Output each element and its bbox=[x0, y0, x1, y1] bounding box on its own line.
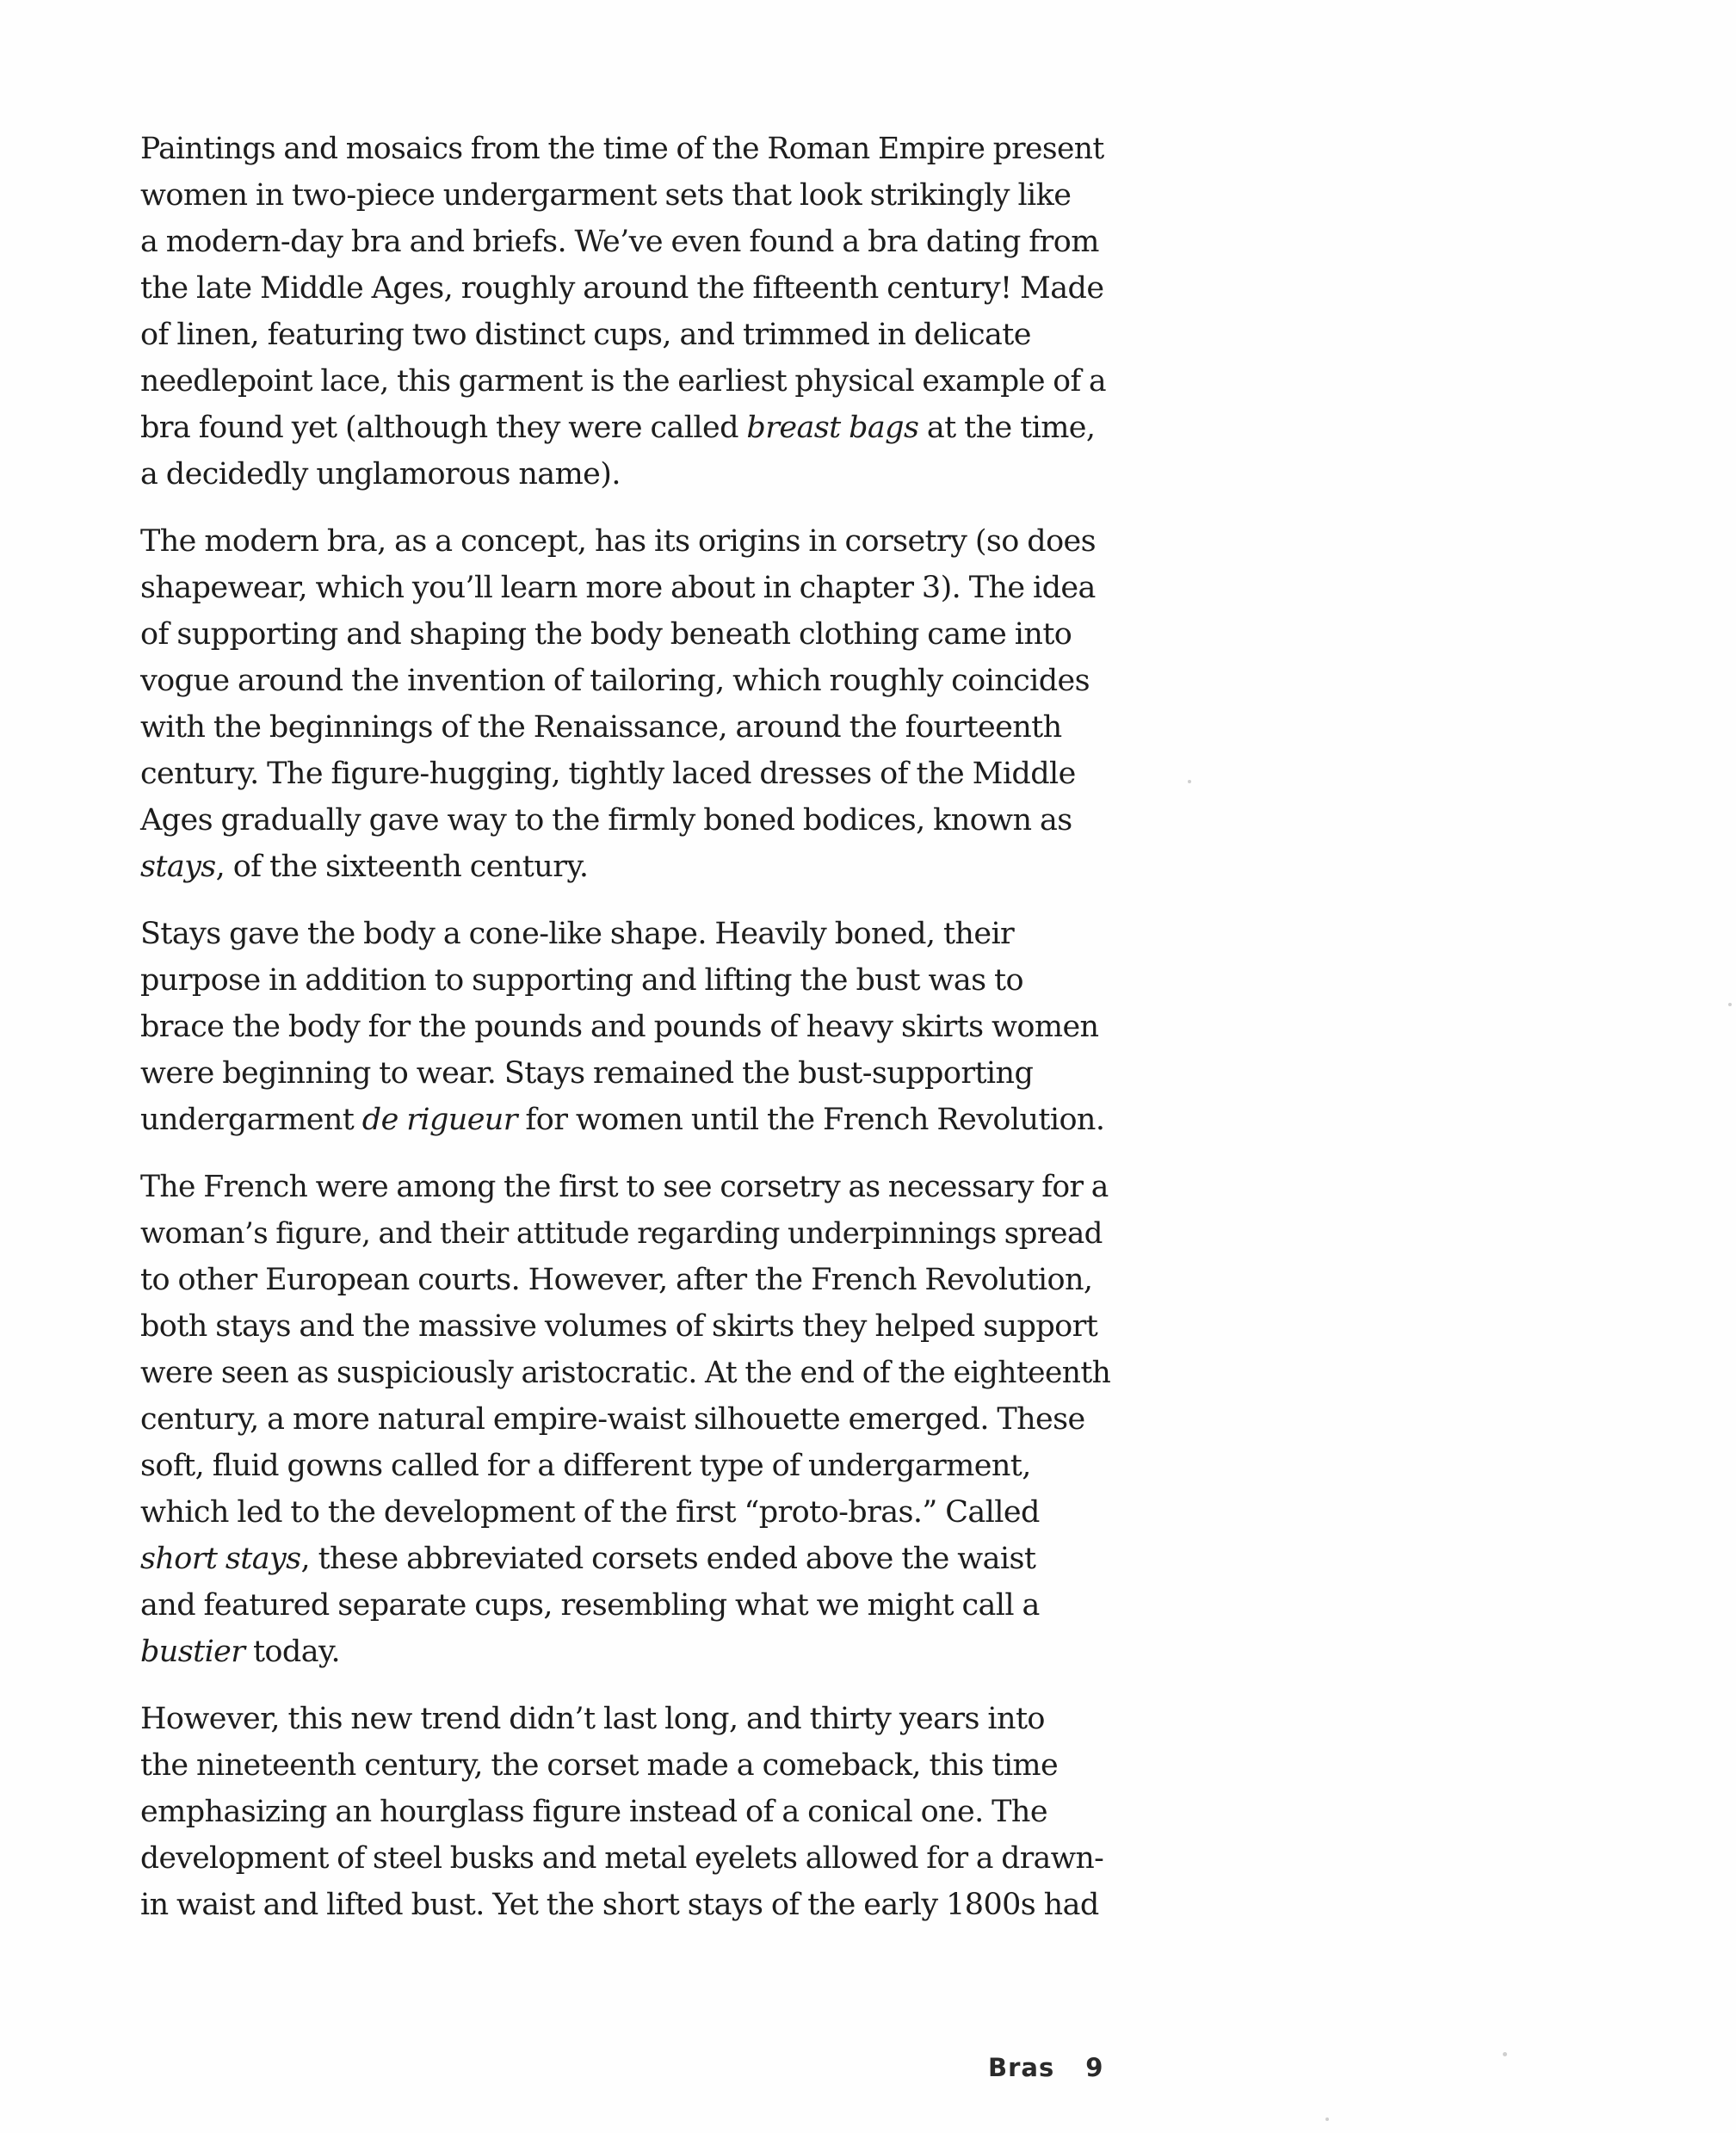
text-segment: undergarment bbox=[140, 1103, 362, 1137]
text-line: which led to the development of the first “proto-bras.” Called bbox=[140, 1495, 1040, 1530]
italic-term: short stays bbox=[140, 1542, 301, 1576]
text-segment: , these abbreviated corsets ended above the waist bbox=[300, 1542, 1036, 1576]
text-line: needlepoint lace, this garment is the earliest physical example of a bbox=[140, 364, 1106, 399]
paragraph bbox=[140, 911, 1113, 1143]
text-line: soft, fluid gowns called for a different type of undergarment, bbox=[140, 1449, 1031, 1483]
text-segment: today. bbox=[244, 1635, 341, 1669]
text-line: were beginning to wear. Stays remained the bust-supporting bbox=[140, 1056, 1034, 1091]
text-line bbox=[140, 1629, 1113, 1675]
text-line: and featured separate cups, resembling what we might call a bbox=[140, 1588, 1040, 1623]
text-line: of linen, featuring two distinct cups, and trimmed in delicate bbox=[140, 318, 1031, 352]
text-line: Paintings and mosaics from the time of the Roman Empire present bbox=[140, 132, 1104, 166]
text-line: shapewear, which you’ll learn more about in chapter 3). The idea bbox=[140, 571, 1096, 605]
scan-speck bbox=[1325, 2118, 1329, 2121]
text-line: women in two-piece undergarment sets that look strikingly like bbox=[140, 178, 1072, 213]
paragraph bbox=[140, 1164, 1113, 1675]
text-line: woman’s figure, and their attitude regarding underpinnings spread bbox=[140, 1216, 1103, 1251]
paragraph bbox=[140, 518, 1113, 890]
text-segment: at the time, bbox=[918, 411, 1096, 445]
text-line: the nineteenth century, the corset made a comeback, this time bbox=[140, 1748, 1059, 1783]
text-line: development of steel busks and metal eyelets allowed for a drawn- bbox=[140, 1841, 1104, 1876]
text-line: century. The figure-hugging, tightly laced dresses of the Middle bbox=[140, 757, 1076, 791]
text-segment: , of the sixteenth century. bbox=[215, 850, 589, 884]
text-line: century, a more natural empire-waist silhouette emerged. These bbox=[140, 1402, 1085, 1437]
scan-speck bbox=[1728, 1003, 1732, 1006]
scan-speck bbox=[1503, 2052, 1507, 2056]
text-segment: for women until the French Revolution. bbox=[516, 1103, 1105, 1137]
page-number: 9 bbox=[1085, 2053, 1103, 2082]
italic-term: breast bags bbox=[746, 411, 919, 445]
text-line: However, this new trend didn’t last long, and thirty years into bbox=[140, 1702, 1045, 1736]
text-line: a decidedly unglamorous name). bbox=[140, 457, 621, 492]
italic-term: stays bbox=[140, 850, 216, 884]
text-line: in waist and lifted bust. Yet the short stays of the early 1800s had bbox=[140, 1888, 1099, 1922]
text-line: The French were among the first to see corsetry as necessary for a bbox=[140, 1170, 1109, 1204]
text-line bbox=[140, 844, 1113, 890]
text-line: Ages gradually gave way to the firmly boned bodices, known as bbox=[140, 803, 1072, 838]
scan-speck bbox=[1188, 780, 1191, 783]
text-line: brace the body for the pounds and pounds of heavy skirts women bbox=[140, 1010, 1099, 1044]
text-line bbox=[140, 1536, 1113, 1582]
text-line: emphasizing an hourglass figure instead of a conical one. The bbox=[140, 1795, 1047, 1829]
text-line: were seen as suspiciously aristocratic. At the end of the eighteenth bbox=[140, 1356, 1111, 1390]
text-line: with the beginnings of the Renaissance, around the fourteenth bbox=[140, 710, 1062, 745]
text-line bbox=[140, 405, 1113, 451]
paragraph bbox=[140, 126, 1113, 498]
text-line: vogue around the invention of tailoring, which roughly coincides bbox=[140, 664, 1090, 698]
section-title: Bras bbox=[988, 2053, 1055, 2082]
text-line: The modern bra, as a concept, has its origins in corsetry (so does bbox=[140, 524, 1097, 559]
text-line: a modern-day bra and briefs. We’ve even found a bra dating from bbox=[140, 225, 1099, 259]
body-text bbox=[140, 126, 1113, 1949]
text-line: to other European courts. However, after the French Revolution, bbox=[140, 1263, 1093, 1297]
text-segment: bra found yet (although they were called bbox=[140, 411, 747, 445]
paragraph bbox=[140, 1696, 1113, 1928]
text-line: both stays and the massive volumes of skirts they helped support bbox=[140, 1309, 1098, 1344]
text-line: Stays gave the body a cone-like shape. Heavily boned, their bbox=[140, 917, 1015, 951]
italic-term: de rigueur bbox=[361, 1103, 517, 1137]
running-footer bbox=[988, 2053, 1103, 2082]
italic-term: bustier bbox=[140, 1635, 245, 1669]
text-line: of supporting and shaping the body beneath clothing came into bbox=[140, 617, 1072, 652]
text-line: the late Middle Ages, roughly around the fifteenth century! Made bbox=[140, 271, 1104, 306]
text-line: purpose in addition to supporting and lifting the bust was to bbox=[140, 963, 1023, 998]
text-line bbox=[140, 1097, 1113, 1143]
